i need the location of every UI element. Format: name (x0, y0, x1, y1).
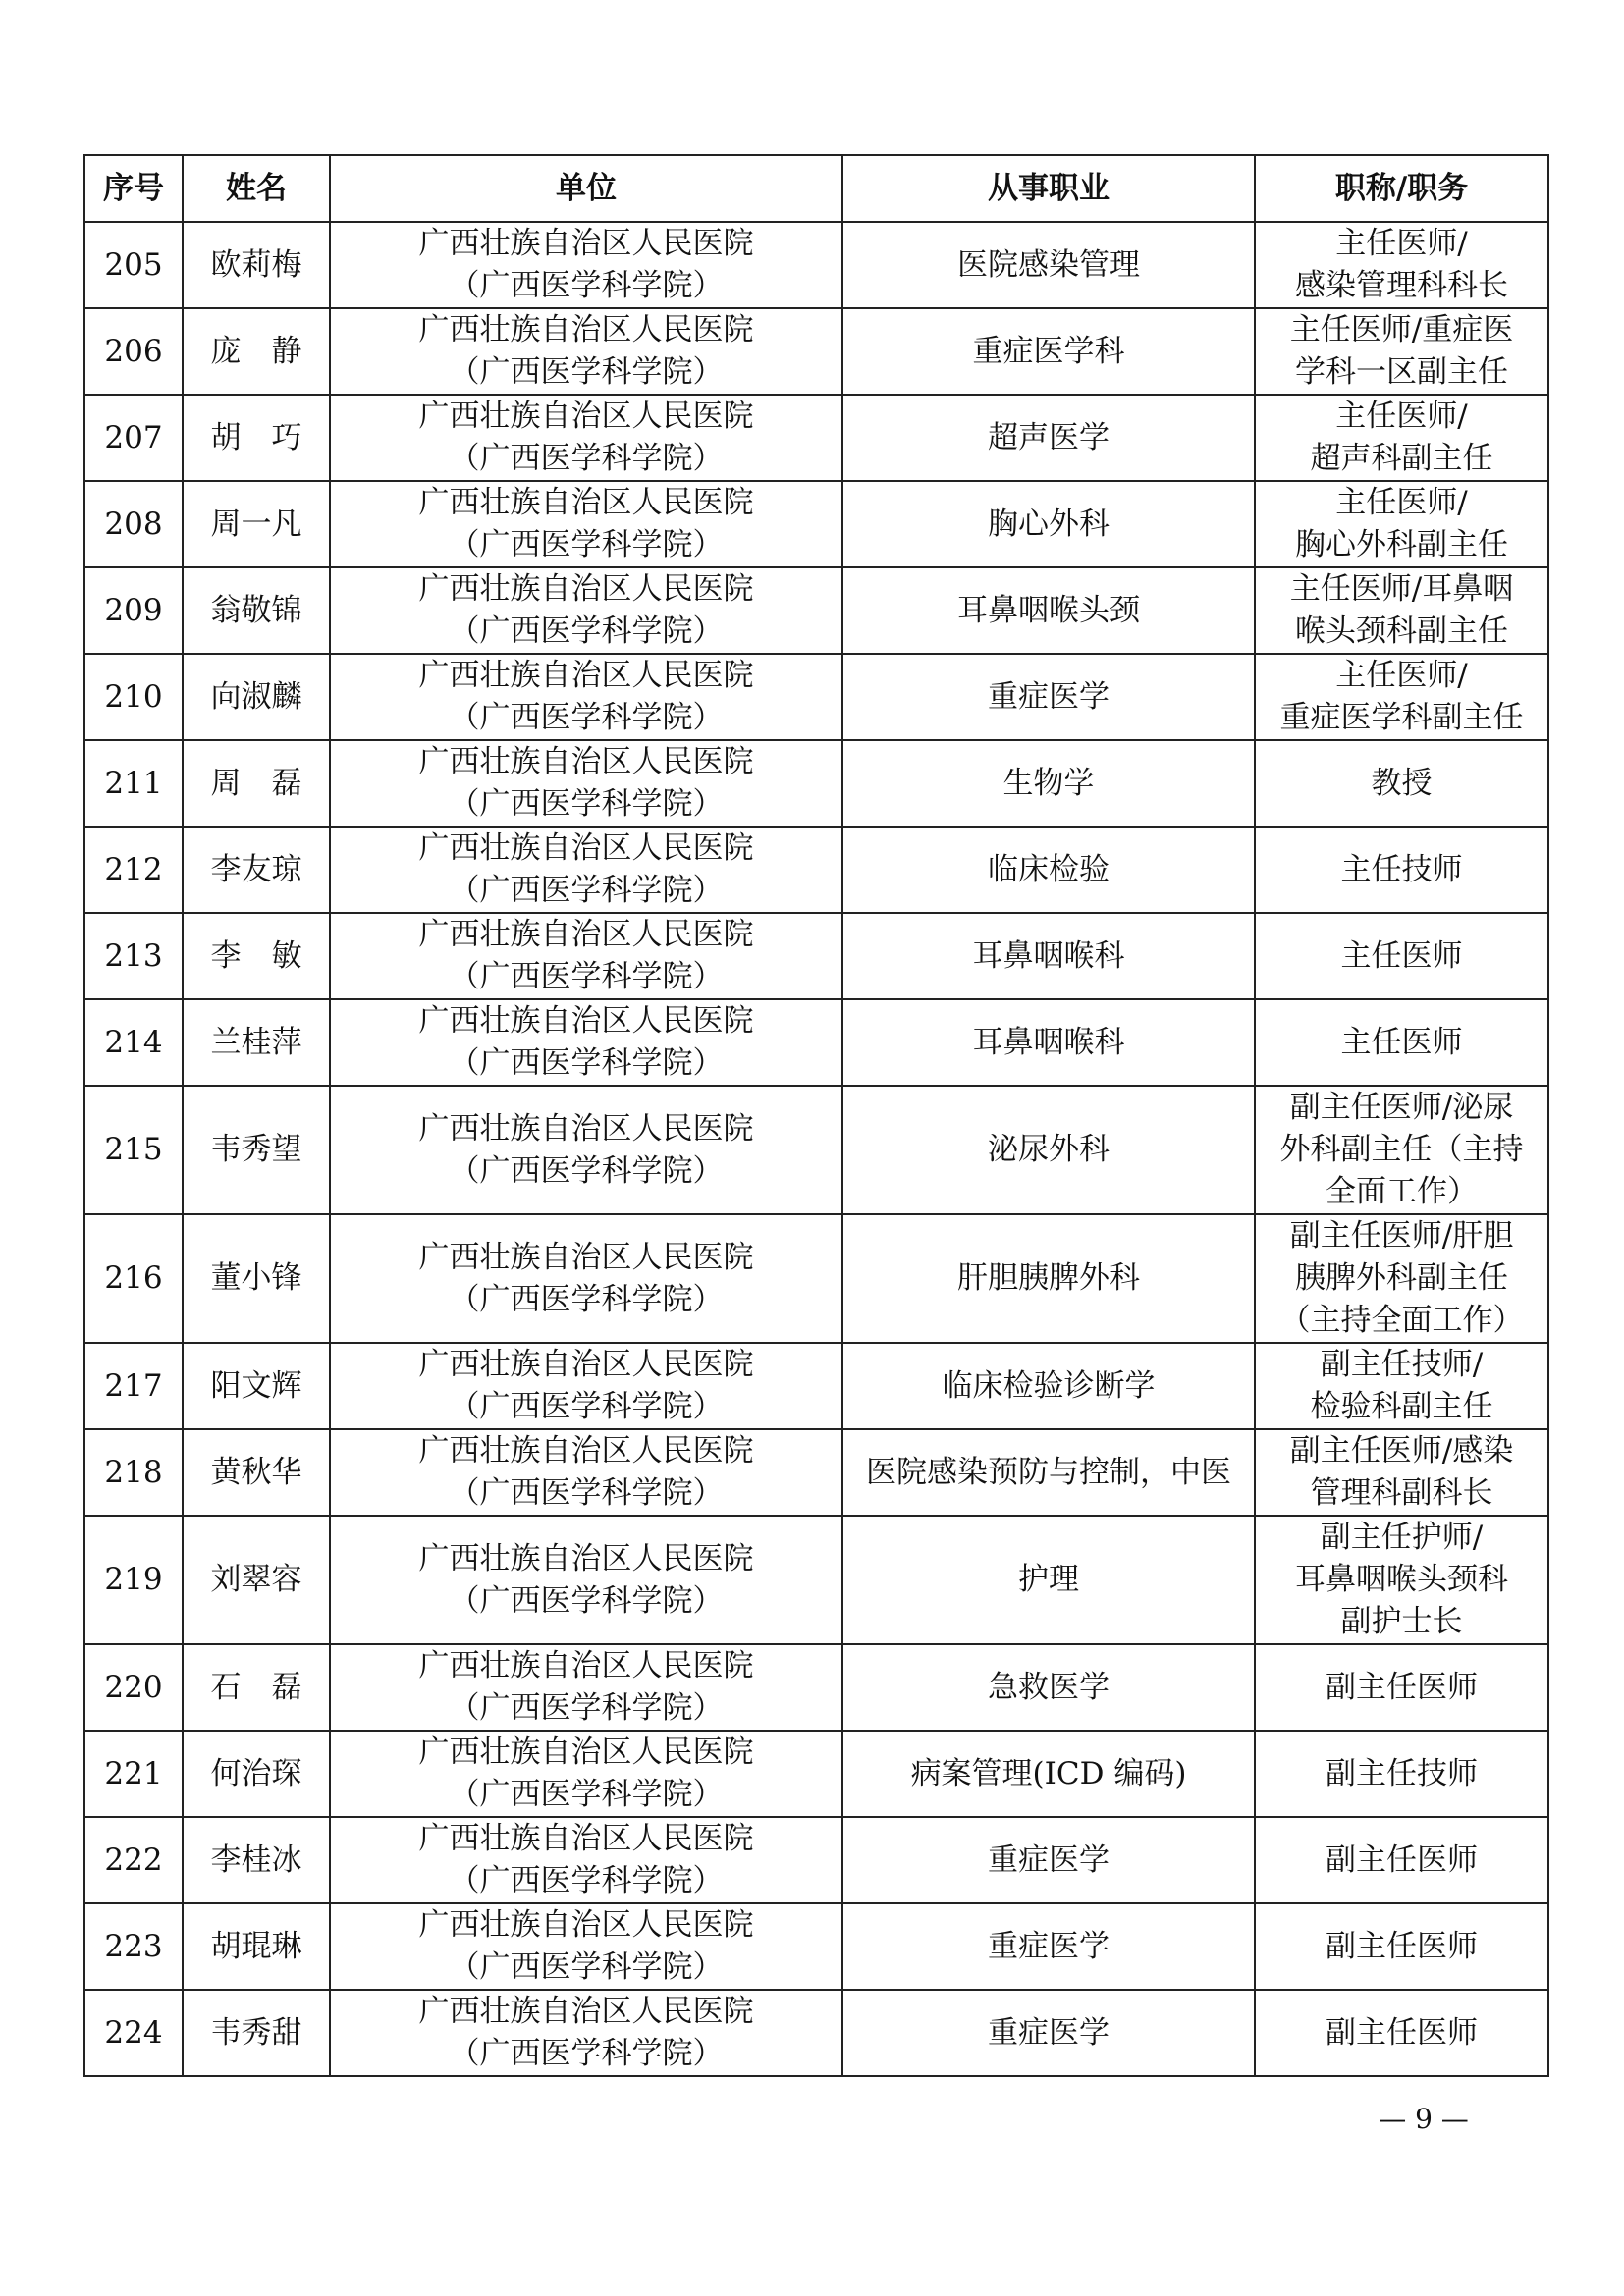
cell-name-text: 翁敬锦 (210, 592, 302, 628)
cell-unit (330, 1644, 842, 1731)
cell-title-text: 主任医师/ 感染管理科科长 (1295, 226, 1508, 303)
cell-job (842, 913, 1255, 999)
cell-name (183, 913, 330, 999)
cell-name (183, 1644, 330, 1731)
cell-unit-text: 广西壮族自治区人民医院 （广西医学科学院） (418, 1347, 754, 1424)
cell-no-text: 208 (104, 506, 163, 542)
cell-no (84, 740, 183, 827)
cell-name (183, 1990, 330, 2076)
cell-name (183, 222, 330, 308)
cell-job (842, 1817, 1255, 1903)
cell-name (183, 1343, 330, 1429)
cell-job (842, 1990, 1255, 2076)
cell-no (84, 1429, 183, 1516)
header-unit: 单位 (330, 155, 842, 222)
cell-job-text: 耳鼻咽喉科 (972, 1024, 1125, 1060)
cell-title-text: 主任技师 (1340, 851, 1463, 887)
cell-name-text: 周 磊 (210, 765, 302, 801)
cell-name-text: 刘翠容 (210, 1562, 302, 1597)
header-title: 职称/职务 (1255, 155, 1548, 222)
table-row (84, 1817, 1548, 1903)
cell-no (84, 1990, 183, 2076)
cell-job (842, 1903, 1255, 1990)
cell-job (842, 222, 1255, 308)
cell-title-text: 主任医师/ 超声科副主任 (1310, 399, 1493, 476)
cell-title (1255, 827, 1548, 913)
table-row (84, 999, 1548, 1086)
cell-title (1255, 740, 1548, 827)
cell-no (84, 913, 183, 999)
cell-unit-text: 广西壮族自治区人民医院 （广西医学科学院） (418, 1003, 754, 1081)
cell-job (842, 395, 1255, 481)
cell-unit (330, 308, 842, 395)
cell-job-text: 临床检验诊断学 (942, 1367, 1156, 1404)
cell-no-text: 217 (104, 1367, 163, 1404)
cell-unit (330, 567, 842, 654)
cell-name-text: 周一凡 (210, 506, 302, 542)
cell-job-text: 重症医学 (988, 678, 1110, 715)
cell-name-text: 韦秀甜 (210, 2014, 302, 2051)
cell-title (1255, 1214, 1548, 1343)
cell-name-text: 董小锋 (210, 1260, 302, 1296)
cell-title (1255, 222, 1548, 308)
cell-no (84, 1086, 183, 1214)
cell-unit-text: 广西壮族自治区人民医院 （广西医学科学院） (418, 830, 754, 908)
cell-job-text: 肝胆胰脾外科 (957, 1260, 1140, 1296)
cell-job-text: 耳鼻咽喉头颈 (957, 592, 1140, 628)
header-job: 从事职业 (842, 155, 1255, 222)
cell-name-text: 何治琛 (210, 1755, 302, 1791)
cell-name (183, 1086, 330, 1214)
table-row (84, 913, 1548, 999)
table-row (84, 1516, 1548, 1644)
cell-title (1255, 481, 1548, 567)
cell-no (84, 999, 183, 1086)
table-body (84, 222, 1548, 2076)
cell-name (183, 1516, 330, 1644)
cell-title-text: 副主任医师/感染 管理科副科长 (1289, 1433, 1514, 1511)
cell-no (84, 308, 183, 395)
cell-unit (330, 999, 842, 1086)
cell-job-text: 超声医学 (988, 419, 1110, 455)
cell-no (84, 1644, 183, 1731)
table-row (84, 740, 1548, 827)
cell-job (842, 1343, 1255, 1429)
cell-no (84, 395, 183, 481)
table-row (84, 1086, 1548, 1214)
cell-no (84, 654, 183, 740)
cell-job-text: 重症医学 (988, 1928, 1110, 1964)
cell-no-text: 210 (104, 678, 163, 715)
cell-unit (330, 481, 842, 567)
cell-unit-text: 广西壮族自治区人民医院 （广西医学科学院） (418, 312, 754, 390)
cell-title (1255, 1731, 1548, 1817)
cell-title (1255, 654, 1548, 740)
cell-no-text: 224 (104, 2014, 163, 2051)
personnel-table (83, 154, 1549, 2077)
cell-no-text: 219 (104, 1562, 163, 1597)
cell-unit (330, 1990, 842, 2076)
cell-title (1255, 913, 1548, 999)
cell-unit (330, 913, 842, 999)
cell-no (84, 1903, 183, 1990)
cell-title-text: 副主任医师 (1326, 1669, 1478, 1705)
cell-name-text: 兰桂萍 (210, 1024, 302, 1060)
cell-job (842, 740, 1255, 827)
cell-title-text: 主任医师/ 胸心外科副主任 (1295, 485, 1508, 562)
cell-unit (330, 1903, 842, 1990)
cell-no (84, 827, 183, 913)
cell-no-text: 212 (104, 851, 163, 887)
cell-job (842, 1516, 1255, 1644)
cell-title (1255, 1516, 1548, 1644)
cell-job-text: 重症医学科 (972, 333, 1125, 369)
cell-name-text: 胡琨琳 (210, 1928, 302, 1964)
table-row (84, 1644, 1548, 1731)
cell-no (84, 1817, 183, 1903)
cell-name-text: 李桂冰 (210, 1842, 302, 1878)
cell-job-text: 急救医学 (988, 1669, 1110, 1705)
cell-no-text: 211 (104, 765, 163, 801)
table-row (84, 308, 1548, 395)
cell-no-text: 207 (104, 419, 163, 455)
cell-name-text: 石 磊 (210, 1669, 302, 1705)
cell-title (1255, 999, 1548, 1086)
page-number: — 9 — (1379, 2103, 1469, 2135)
cell-name-text: 李 敏 (210, 937, 302, 974)
cell-unit-text: 广西壮族自治区人民医院 （广西医学科学院） (418, 226, 754, 303)
cell-name-text: 阳文辉 (210, 1367, 302, 1404)
cell-unit (330, 395, 842, 481)
cell-job (842, 1644, 1255, 1731)
cell-name-text: 庞 静 (210, 333, 302, 369)
table-row (84, 395, 1548, 481)
cell-no-text: 221 (104, 1755, 163, 1791)
cell-name-text: 胡 巧 (210, 419, 302, 455)
cell-no-text: 213 (104, 937, 163, 974)
cell-job-text: 泌尿外科 (988, 1132, 1110, 1167)
cell-name (183, 1214, 330, 1343)
table-row (84, 1343, 1548, 1429)
cell-title (1255, 1903, 1548, 1990)
cell-unit (330, 1214, 842, 1343)
header-name: 姓名 (183, 155, 330, 222)
cell-name (183, 1903, 330, 1990)
cell-unit-text: 广西壮族自治区人民医院 （广西医学科学院） (418, 485, 754, 562)
cell-unit-text: 广西壮族自治区人民医院 （广西医学科学院） (418, 1239, 754, 1317)
cell-name (183, 395, 330, 481)
cell-job (842, 1429, 1255, 1516)
table-row (84, 567, 1548, 654)
cell-no-text: 218 (104, 1454, 163, 1490)
cell-title-text: 副主任护师/ 耳鼻咽喉头颈科 副护士长 (1295, 1520, 1508, 1639)
cell-title-text: 副主任技师/ 检验科副主任 (1310, 1347, 1493, 1424)
cell-name (183, 481, 330, 567)
cell-unit (330, 740, 842, 827)
table-row (84, 654, 1548, 740)
cell-job-text: 耳鼻咽喉科 (972, 937, 1125, 974)
cell-title-text: 教授 (1371, 765, 1433, 801)
cell-unit-text: 广西壮族自治区人民医院 （广西医学科学院） (418, 658, 754, 735)
cell-title-text: 副主任医师/肝胆 胰脾外科副主任 （主持全面工作） (1279, 1218, 1524, 1338)
cell-unit (330, 1086, 842, 1214)
cell-job (842, 1731, 1255, 1817)
cell-title (1255, 567, 1548, 654)
cell-title-text: 主任医师 (1340, 1024, 1463, 1060)
cell-name (183, 654, 330, 740)
cell-title (1255, 308, 1548, 395)
table-row (84, 1990, 1548, 2076)
cell-job (842, 567, 1255, 654)
cell-name-text: 向淑麟 (210, 678, 302, 715)
cell-unit-text: 广西壮族自治区人民医院 （广西医学科学院） (418, 1907, 754, 1985)
cell-name-text: 李友琼 (210, 851, 302, 887)
cell-job-text: 生物学 (1002, 765, 1095, 801)
cell-no (84, 481, 183, 567)
cell-name (183, 999, 330, 1086)
cell-unit-text: 广西壮族自治区人民医院 （广西医学科学院） (418, 1540, 754, 1619)
cell-unit (330, 1817, 842, 1903)
cell-title (1255, 395, 1548, 481)
cell-name-text: 欧莉梅 (210, 246, 302, 283)
cell-name (183, 1429, 330, 1516)
cell-job-text: 医院感染预防与控制，中医 (866, 1454, 1231, 1490)
cell-unit-text: 广西壮族自治区人民医院 （广西医学科学院） (418, 1821, 754, 1898)
cell-title-text: 副主任医师 (1326, 1928, 1478, 1964)
cell-no (84, 1731, 183, 1817)
cell-title-text: 副主任医师/泌尿 外科副主任（主持 全面工作） (1279, 1090, 1524, 1209)
cell-title-text: 主任医师/ 重症医学科副主任 (1279, 658, 1524, 735)
cell-no (84, 1343, 183, 1429)
cell-unit-text: 广西壮族自治区人民医院 （广西医学科学院） (418, 1648, 754, 1726)
cell-unit-text: 广西壮族自治区人民医院 （广西医学科学院） (418, 1433, 754, 1511)
cell-unit (330, 222, 842, 308)
cell-no-text: 223 (104, 1928, 163, 1964)
cell-name-text: 韦秀望 (210, 1132, 302, 1167)
cell-title (1255, 1817, 1548, 1903)
cell-no-text: 222 (104, 1842, 163, 1878)
table-row (84, 1214, 1548, 1343)
table-row (84, 1731, 1548, 1817)
cell-job (842, 481, 1255, 567)
cell-title-text: 副主任技师 (1326, 1755, 1478, 1791)
cell-name (183, 308, 330, 395)
cell-job (842, 999, 1255, 1086)
cell-title (1255, 1644, 1548, 1731)
cell-unit (330, 827, 842, 913)
cell-no-text: 214 (104, 1024, 163, 1060)
cell-name (183, 1731, 330, 1817)
cell-no (84, 222, 183, 308)
cell-name-text: 黄秋华 (210, 1454, 302, 1490)
cell-unit (330, 1429, 842, 1516)
cell-title (1255, 1429, 1548, 1516)
cell-title-text: 主任医师 (1340, 937, 1463, 974)
cell-name (183, 1817, 330, 1903)
table-row (84, 1903, 1548, 1990)
cell-unit-text: 广西壮族自治区人民医院 （广西医学科学院） (418, 917, 754, 994)
cell-job (842, 308, 1255, 395)
cell-no (84, 567, 183, 654)
cell-unit-text: 广西壮族自治区人民医院 （广西医学科学院） (418, 1110, 754, 1189)
cell-unit (330, 654, 842, 740)
cell-job (842, 1214, 1255, 1343)
cell-title-text: 主任医师/耳鼻咽 喉头颈科副主任 (1289, 571, 1514, 649)
cell-no (84, 1214, 183, 1343)
cell-no-text: 209 (104, 592, 163, 628)
cell-unit-text: 广西壮族自治区人民医院 （广西医学科学院） (418, 1735, 754, 1812)
cell-job-text: 医院感染管理 (957, 246, 1140, 283)
cell-name (183, 827, 330, 913)
cell-job-text: 病案管理(ICD 编码) (910, 1755, 1187, 1791)
cell-title-text: 副主任医师 (1326, 1842, 1478, 1878)
table-header-row (84, 155, 1548, 222)
cell-job-text: 临床检验 (988, 851, 1110, 887)
cell-no-text: 205 (104, 246, 163, 283)
cell-job-text: 胸心外科 (988, 506, 1110, 542)
cell-unit-text: 广西壮族自治区人民医院 （广西医学科学院） (418, 744, 754, 822)
cell-job (842, 654, 1255, 740)
cell-unit-text: 广西壮族自治区人民医院 （广西医学科学院） (418, 1994, 754, 2071)
cell-no-text: 220 (104, 1669, 163, 1705)
header-no: 序号 (84, 155, 183, 222)
cell-job (842, 827, 1255, 913)
cell-title-text: 主任医师/重症医 学科一区副主任 (1289, 312, 1514, 390)
cell-name (183, 740, 330, 827)
cell-no-text: 206 (104, 333, 163, 369)
cell-no (84, 1516, 183, 1644)
table-row (84, 1429, 1548, 1516)
cell-name (183, 567, 330, 654)
cell-title (1255, 1086, 1548, 1214)
table-row (84, 222, 1548, 308)
cell-unit-text: 广西壮族自治区人民医院 （广西医学科学院） (418, 571, 754, 649)
cell-title-text: 副主任医师 (1326, 2014, 1478, 2051)
cell-unit (330, 1731, 842, 1817)
cell-job (842, 1086, 1255, 1214)
cell-unit-text: 广西壮族自治区人民医院 （广西医学科学院） (418, 399, 754, 476)
cell-no-text: 216 (104, 1260, 163, 1296)
cell-job-text: 重症医学 (988, 1842, 1110, 1878)
cell-job-text: 护理 (1018, 1562, 1079, 1597)
cell-unit (330, 1343, 842, 1429)
cell-job-text: 重症医学 (988, 2014, 1110, 2051)
table-row (84, 827, 1548, 913)
cell-title (1255, 1990, 1548, 2076)
cell-unit (330, 1516, 842, 1644)
table-row (84, 481, 1548, 567)
cell-title (1255, 1343, 1548, 1429)
cell-no-text: 215 (104, 1132, 163, 1167)
